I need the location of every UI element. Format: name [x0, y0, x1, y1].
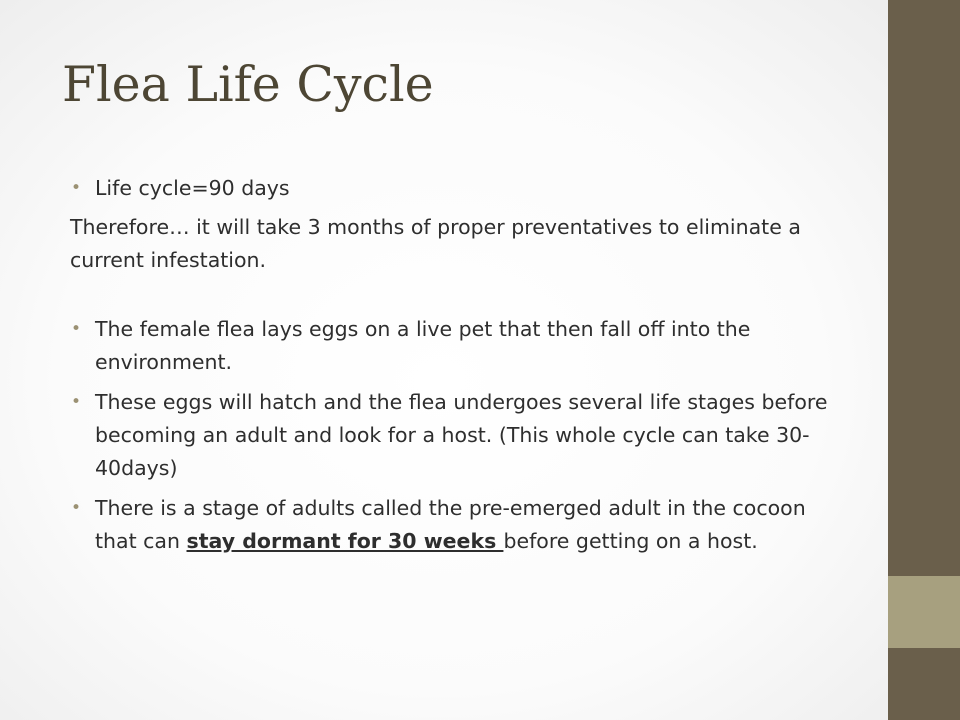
- bullet-pre-emerged-adult: [70, 492, 850, 558]
- bullet-female-flea: • The female flea lays eggs on a live pet that then fall off into the environment.: [70, 313, 850, 379]
- sidebar-accent-block: [888, 576, 960, 648]
- pre-emerged-text: There is a stage of adults called the pre-emerged adult in the cocoon that can: [95, 496, 806, 553]
- slide-title: Flea Life Cycle: [62, 56, 434, 113]
- bullet-life-cycle: • Life cycle=90 days: [70, 172, 850, 205]
- bullet-eggs-hatch: • These eggs will hatch and the flea undergoes several life stages before becoming an adult and look for a host. (This whole cycle can take 30-40days): [70, 386, 850, 485]
- dormant-emphasis: stay dormant for 30 weeks: [186, 529, 504, 553]
- host-text: before getting on a host.: [503, 529, 758, 553]
- therefore-paragraph: Therefore… it will take 3 months of proper preventatives to eliminate a current infestation.: [70, 215, 801, 272]
- slide-body: [70, 172, 850, 558]
